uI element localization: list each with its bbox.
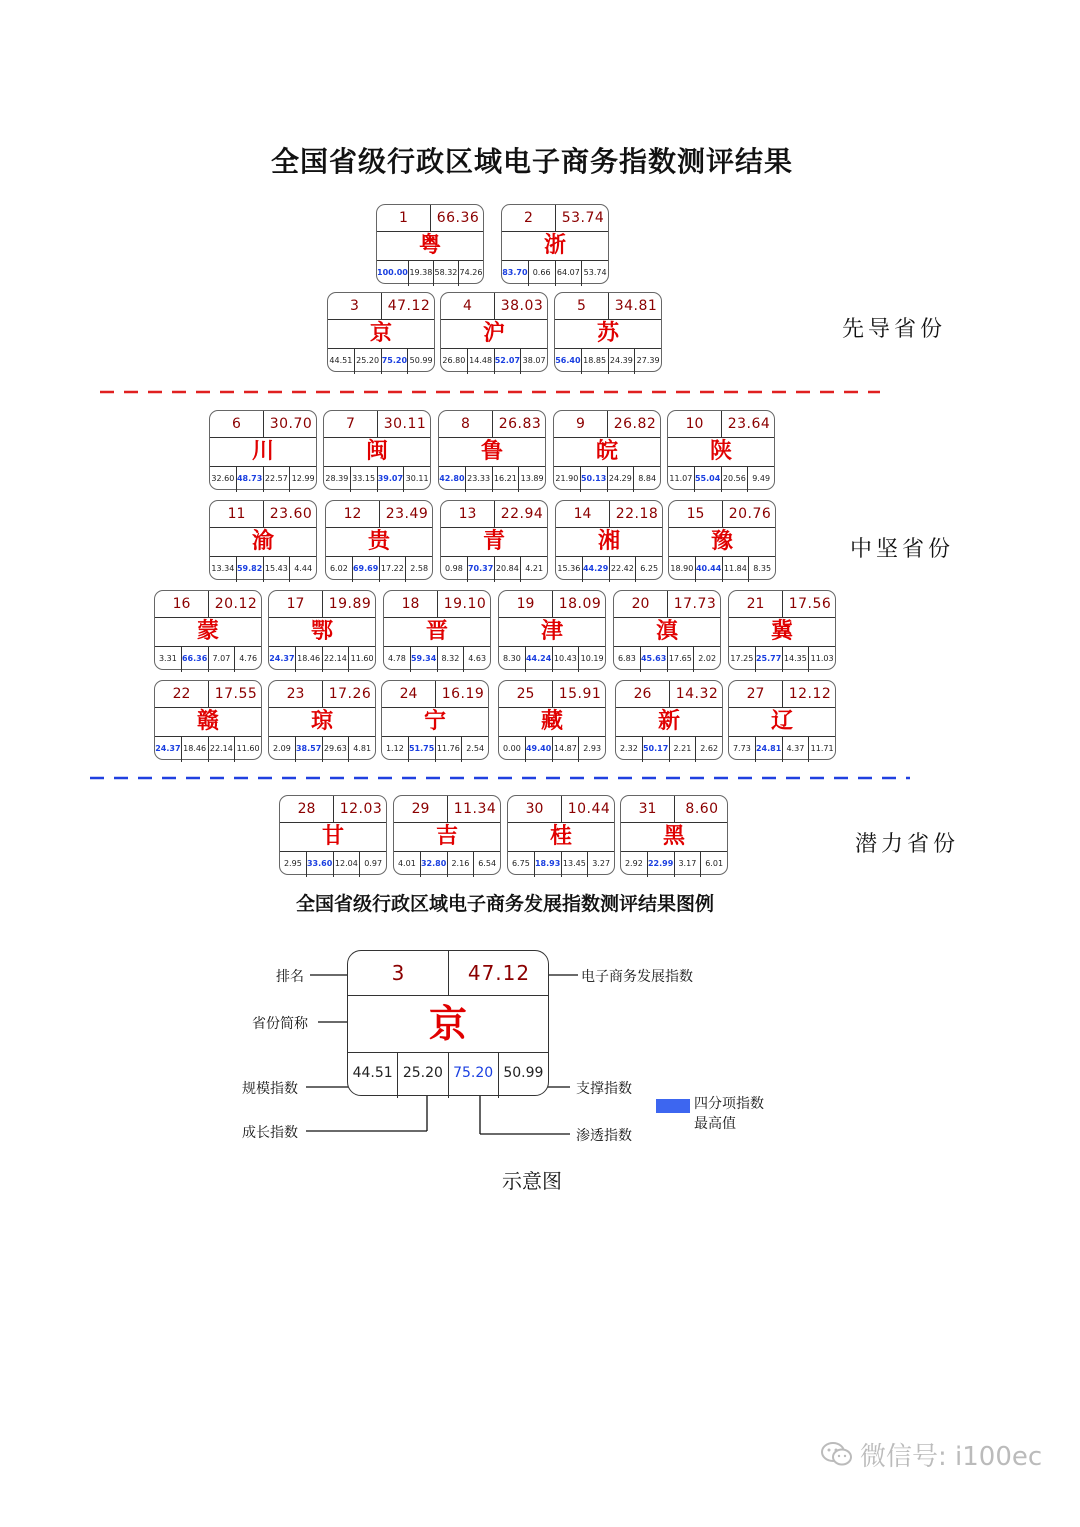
sub-index-value: 15.36 bbox=[556, 557, 583, 582]
sub-index-value: 45.63 bbox=[641, 647, 668, 672]
province-name: 川 bbox=[251, 439, 274, 464]
province-name: 贵 bbox=[367, 529, 390, 554]
sub-index-value: 33.15 bbox=[351, 467, 378, 492]
sub-index-value: 44.24 bbox=[526, 647, 553, 672]
province-name: 黑 bbox=[662, 824, 685, 849]
sub-index-value: 18.46 bbox=[182, 737, 209, 762]
sub-index-value: 18.93 bbox=[535, 852, 562, 877]
sub-index-value: 24.39 bbox=[609, 349, 636, 374]
sub-index-value: 0.98 bbox=[441, 557, 468, 582]
sub-index-value: 2.92 bbox=[621, 852, 648, 877]
province-name: 辽 bbox=[770, 709, 793, 734]
province-score: 19.10 bbox=[443, 596, 487, 612]
sub-index-value: 22.57 bbox=[264, 467, 291, 492]
sub-index-value: 59.34 bbox=[411, 647, 438, 672]
province-rank: 4 bbox=[441, 293, 495, 319]
province-score: 23.49 bbox=[385, 506, 429, 522]
province-score: 17.73 bbox=[673, 596, 717, 612]
province-score: 38.03 bbox=[500, 298, 544, 314]
province-score: 26.82 bbox=[613, 416, 657, 432]
province-name: 吉 bbox=[435, 824, 458, 849]
sub-index-value: 51.75 bbox=[409, 737, 436, 762]
sub-index-value: 52.07 bbox=[495, 349, 522, 374]
province-name: 京 bbox=[369, 321, 392, 346]
province-score: 26.83 bbox=[498, 416, 542, 432]
province-rank: 10 bbox=[668, 411, 722, 437]
province-rank: 13 bbox=[441, 501, 495, 527]
sub-index-value: 13.34 bbox=[210, 557, 237, 582]
province-score: 23.60 bbox=[269, 506, 313, 522]
province-name: 粤 bbox=[418, 233, 441, 258]
sub-index-value: 1.12 bbox=[382, 737, 409, 762]
province-rank: 26 bbox=[616, 681, 670, 707]
sub-index-value: 32.80 bbox=[421, 852, 448, 877]
sub-index-value: 40.44 bbox=[696, 557, 723, 582]
province-score: 23.64 bbox=[727, 416, 771, 432]
sub-index-value: 8.30 bbox=[499, 647, 526, 672]
sub-index-value: 17.22 bbox=[380, 557, 407, 582]
legend-growth-value: 25.20 bbox=[398, 1053, 448, 1098]
sub-index-value: 12.99 bbox=[291, 474, 315, 483]
sub-index-value: 11.84 bbox=[723, 557, 750, 582]
province-name: 新 bbox=[657, 709, 680, 734]
province-name: 闽 bbox=[365, 439, 388, 464]
sub-index-value: 100.00 bbox=[377, 261, 409, 286]
sub-index-value: 75.20 bbox=[382, 349, 409, 374]
sub-index-value: 4.76 bbox=[239, 654, 258, 663]
sub-index-value: 6.25 bbox=[640, 564, 659, 573]
sub-index-value: 13.89 bbox=[520, 474, 544, 483]
sub-index-value: 23.33 bbox=[466, 467, 493, 492]
province-rank: 31 bbox=[621, 796, 675, 822]
sub-index-value: 0.00 bbox=[499, 737, 526, 762]
province-rank: 25 bbox=[499, 681, 553, 707]
province-name: 陕 bbox=[709, 439, 732, 464]
sub-index-value: 8.35 bbox=[753, 564, 772, 573]
province-score: 22.94 bbox=[500, 506, 544, 522]
sub-index-value: 49.40 bbox=[526, 737, 553, 762]
sub-index-value: 11.60 bbox=[350, 654, 374, 663]
sub-index-value: 8.84 bbox=[638, 474, 657, 483]
sub-index-value: 2.32 bbox=[616, 737, 643, 762]
sub-index-value: 24.37 bbox=[269, 647, 296, 672]
sub-index-value: 55.04 bbox=[695, 467, 722, 492]
legend-label-name: 省份简称 bbox=[252, 1016, 308, 1032]
diagram-caption: 示意图 bbox=[502, 1169, 562, 1193]
province-rank: 3 bbox=[328, 293, 382, 319]
sub-index-value: 7.07 bbox=[209, 647, 236, 672]
province-rank: 7 bbox=[324, 411, 378, 437]
legend-label-score: 电子商务发展指数 bbox=[581, 969, 693, 985]
legend-scale-value: 44.51 bbox=[348, 1053, 398, 1098]
sub-index-value: 2.58 bbox=[410, 564, 429, 573]
sub-index-value: 24.37 bbox=[155, 737, 182, 762]
province-name: 桂 bbox=[549, 824, 572, 849]
sub-index-value: 12.04 bbox=[334, 852, 361, 877]
sub-index-value: 22.99 bbox=[648, 852, 675, 877]
sub-index-value: 39.07 bbox=[378, 467, 405, 492]
province-score: 16.19 bbox=[441, 686, 485, 702]
province-score: 14.32 bbox=[675, 686, 719, 702]
province-rank: 1 bbox=[377, 205, 431, 231]
sub-index-value: 25.77 bbox=[756, 647, 783, 672]
sub-index-value: 25.20 bbox=[355, 349, 382, 374]
sub-index-value: 10.43 bbox=[553, 647, 580, 672]
sub-index-value: 14.87 bbox=[553, 737, 580, 762]
province-score: 17.26 bbox=[328, 686, 372, 702]
province-score: 11.34 bbox=[453, 801, 497, 817]
sub-index-value: 17.25 bbox=[729, 647, 756, 672]
sub-index-value: 11.60 bbox=[236, 744, 260, 753]
legend-label-support: 支撑指数 bbox=[576, 1081, 632, 1097]
province-name: 湘 bbox=[597, 529, 620, 554]
province-rank: 5 bbox=[555, 293, 609, 319]
sub-index-value: 66.36 bbox=[182, 647, 209, 672]
sub-index-value: 24.29 bbox=[608, 467, 635, 492]
sub-index-value: 19.38 bbox=[409, 261, 434, 286]
legend-score: 47.12 bbox=[467, 961, 531, 985]
province-score: 30.11 bbox=[383, 416, 427, 432]
sub-index-value: 22.42 bbox=[610, 557, 637, 582]
sub-index-value: 32.60 bbox=[210, 467, 237, 492]
sub-index-value: 20.56 bbox=[722, 467, 749, 492]
sub-index-value: 2.16 bbox=[448, 852, 475, 877]
province-name: 渝 bbox=[251, 529, 274, 554]
province-rank: 16 bbox=[155, 591, 209, 617]
sub-index-value: 3.27 bbox=[592, 859, 611, 868]
sub-index-value: 44.51 bbox=[328, 349, 355, 374]
province-rank: 30 bbox=[508, 796, 562, 822]
sub-index-value: 13.45 bbox=[562, 852, 589, 877]
watermark bbox=[820, 1436, 1042, 1475]
sub-index-value: 11.03 bbox=[810, 654, 834, 663]
legend-label-rank: 排名 bbox=[276, 969, 304, 985]
sub-index-value: 0.97 bbox=[364, 859, 383, 868]
province-name: 浙 bbox=[543, 233, 566, 258]
sub-index-value: 27.39 bbox=[636, 356, 660, 365]
province-rank: 17 bbox=[269, 591, 323, 617]
sub-index-value: 83.70 bbox=[502, 261, 529, 286]
province-rank: 27 bbox=[729, 681, 783, 707]
province-rank: 6 bbox=[210, 411, 264, 437]
sub-index-value: 2.93 bbox=[583, 744, 602, 753]
province-name: 青 bbox=[482, 529, 505, 554]
sub-index-value: 6.02 bbox=[326, 557, 353, 582]
province-rank: 19 bbox=[499, 591, 553, 617]
sub-index-value: 11.76 bbox=[436, 737, 463, 762]
sub-index-value: 4.78 bbox=[384, 647, 411, 672]
province-score: 15.91 bbox=[558, 686, 602, 702]
sub-index-value: 4.63 bbox=[468, 654, 487, 663]
province-score: 18.09 bbox=[558, 596, 602, 612]
province-score: 66.36 bbox=[436, 210, 480, 226]
province-rank: 20 bbox=[614, 591, 668, 617]
sub-index-value: 4.81 bbox=[353, 744, 372, 753]
province-name: 滇 bbox=[655, 619, 678, 644]
province-name: 琼 bbox=[310, 709, 333, 734]
sub-index-value: 74.26 bbox=[459, 268, 483, 277]
sub-index-value: 44.29 bbox=[583, 557, 610, 582]
province-score: 20.76 bbox=[728, 506, 772, 522]
province-rank: 15 bbox=[669, 501, 723, 527]
sub-index-value: 42.80 bbox=[439, 467, 466, 492]
wechat-icon bbox=[820, 1440, 854, 1475]
province-name: 津 bbox=[540, 619, 563, 644]
province-name: 冀 bbox=[770, 619, 793, 644]
province-rank: 2 bbox=[502, 205, 556, 231]
sub-index-value: 14.48 bbox=[468, 349, 495, 374]
legend-label-growth: 成长指数 bbox=[242, 1125, 298, 1141]
sub-index-value: 6.83 bbox=[614, 647, 641, 672]
sub-index-value: 2.54 bbox=[466, 744, 485, 753]
legend-rank: 3 bbox=[348, 951, 449, 995]
sub-index-value: 58.32 bbox=[434, 261, 459, 286]
sub-index-value: 18.46 bbox=[296, 647, 323, 672]
province-name: 苏 bbox=[596, 321, 619, 346]
sub-index-value: 24.81 bbox=[756, 737, 783, 762]
sub-index-value: 11.71 bbox=[810, 744, 834, 753]
sub-index-value: 70.37 bbox=[468, 557, 495, 582]
province-score: 34.81 bbox=[614, 298, 658, 314]
province-score: 20.12 bbox=[214, 596, 258, 612]
sub-index-value: 28.39 bbox=[324, 467, 351, 492]
sub-index-value: 69.69 bbox=[353, 557, 380, 582]
sub-index-value: 21.90 bbox=[554, 467, 581, 492]
sub-index-value: 33.60 bbox=[307, 852, 334, 877]
province-rank: 12 bbox=[326, 501, 380, 527]
sub-index-value: 64.07 bbox=[556, 261, 583, 286]
province-rank: 11 bbox=[210, 501, 264, 527]
province-rank: 9 bbox=[554, 411, 608, 437]
sub-index-value: 56.40 bbox=[555, 349, 582, 374]
sub-index-value: 38.07 bbox=[522, 356, 546, 365]
sub-index-value: 18.90 bbox=[669, 557, 696, 582]
sub-index-value: 48.73 bbox=[237, 467, 264, 492]
sub-index-value: 17.65 bbox=[668, 647, 695, 672]
group-label-leading: 先导省份 bbox=[842, 317, 947, 342]
sub-index-value: 15.43 bbox=[264, 557, 291, 582]
sub-index-value: 6.75 bbox=[508, 852, 535, 877]
province-rank: 21 bbox=[729, 591, 783, 617]
province-rank: 18 bbox=[384, 591, 438, 617]
sub-index-value: 2.95 bbox=[280, 852, 307, 877]
province-rank: 14 bbox=[556, 501, 610, 527]
province-name: 宁 bbox=[423, 709, 446, 734]
sub-index-value: 4.44 bbox=[294, 564, 313, 573]
group-label-core: 中坚省份 bbox=[850, 537, 955, 562]
province-score: 17.55 bbox=[214, 686, 258, 702]
province-rank: 24 bbox=[382, 681, 436, 707]
sub-index-value: 29.63 bbox=[323, 737, 350, 762]
legend-highest-swatch bbox=[656, 1099, 690, 1113]
province-name: 皖 bbox=[595, 439, 618, 464]
page-title: 全国省级行政区域电子商务指数测评结果 bbox=[270, 145, 793, 178]
sub-index-value: 8.32 bbox=[438, 647, 465, 672]
legend-example-card bbox=[347, 950, 549, 1096]
sub-index-value: 7.73 bbox=[729, 737, 756, 762]
province-name: 鄂 bbox=[310, 619, 333, 644]
sub-index-value: 4.21 bbox=[525, 564, 544, 573]
province-score: 53.74 bbox=[561, 210, 605, 226]
sub-index-value: 38.57 bbox=[296, 737, 323, 762]
sub-index-value: 30.11 bbox=[405, 474, 429, 483]
legend-label-scale: 规模指数 bbox=[242, 1081, 298, 1097]
legend-title: 全国省级行政区域电子商务发展指数测评结果图例 bbox=[295, 893, 714, 915]
legend-province-name: 京 bbox=[428, 1002, 467, 1046]
province-name: 藏 bbox=[540, 709, 563, 734]
sub-index-value: 50.17 bbox=[643, 737, 670, 762]
province-rank: 22 bbox=[155, 681, 209, 707]
province-rank: 29 bbox=[394, 796, 448, 822]
watermark-text: 微信号: i100ec bbox=[860, 1442, 1043, 1472]
province-score: 19.89 bbox=[328, 596, 372, 612]
province-name: 沪 bbox=[482, 321, 505, 346]
legend-penetration-value: 75.20 bbox=[449, 1053, 499, 1098]
sub-index-value: 6.01 bbox=[705, 859, 724, 868]
sub-index-value: 53.74 bbox=[583, 268, 607, 277]
province-score: 17.56 bbox=[788, 596, 832, 612]
legend-highest-note: 四分项指数最高值 bbox=[694, 1096, 764, 1132]
province-rank: 23 bbox=[269, 681, 323, 707]
sub-index-value: 6.54 bbox=[478, 859, 497, 868]
sub-index-value: 2.21 bbox=[670, 737, 697, 762]
legend-support-value: 50.99 bbox=[503, 1065, 544, 1081]
sub-index-value: 22.14 bbox=[323, 647, 350, 672]
sub-index-value: 50.13 bbox=[581, 467, 608, 492]
sub-index-value: 10.19 bbox=[580, 654, 604, 663]
province-score: 30.70 bbox=[269, 416, 313, 432]
province-score: 12.03 bbox=[339, 801, 383, 817]
sub-index-value: 26.80 bbox=[441, 349, 468, 374]
sub-index-value: 4.37 bbox=[783, 737, 810, 762]
province-score: 10.44 bbox=[567, 801, 611, 817]
province-name: 甘 bbox=[321, 824, 344, 849]
sub-index-value: 3.31 bbox=[155, 647, 182, 672]
province-name: 豫 bbox=[710, 529, 733, 554]
province-score: 22.18 bbox=[615, 506, 659, 522]
sub-index-value: 22.14 bbox=[209, 737, 236, 762]
sub-index-value: 2.09 bbox=[269, 737, 296, 762]
group-label-potential: 潜力省份 bbox=[855, 832, 960, 857]
province-name: 赣 bbox=[196, 709, 219, 734]
sub-index-value: 3.17 bbox=[675, 852, 702, 877]
sub-index-value: 18.85 bbox=[582, 349, 609, 374]
sub-index-value: 9.49 bbox=[752, 474, 771, 483]
sub-index-value: 20.84 bbox=[495, 557, 522, 582]
sub-index-value: 0.66 bbox=[529, 261, 556, 286]
sub-index-value: 16.21 bbox=[493, 467, 520, 492]
sub-index-value: 4.01 bbox=[394, 852, 421, 877]
province-name: 蒙 bbox=[196, 619, 219, 644]
province-name: 鲁 bbox=[480, 439, 503, 464]
province-name: 晋 bbox=[425, 619, 448, 644]
province-rank: 28 bbox=[280, 796, 334, 822]
sub-index-value: 50.99 bbox=[409, 356, 433, 365]
province-rank: 8 bbox=[439, 411, 493, 437]
sub-index-value: 11.07 bbox=[668, 467, 695, 492]
province-score: 47.12 bbox=[387, 298, 431, 314]
sub-index-value: 2.62 bbox=[700, 744, 719, 753]
sub-index-value: 2.02 bbox=[698, 654, 717, 663]
province-score: 12.12 bbox=[788, 686, 832, 702]
legend-label-penetration: 渗透指数 bbox=[576, 1128, 632, 1144]
sub-index-value: 59.82 bbox=[237, 557, 264, 582]
sub-index-value: 14.35 bbox=[783, 647, 810, 672]
province-score: 8.60 bbox=[685, 801, 719, 817]
